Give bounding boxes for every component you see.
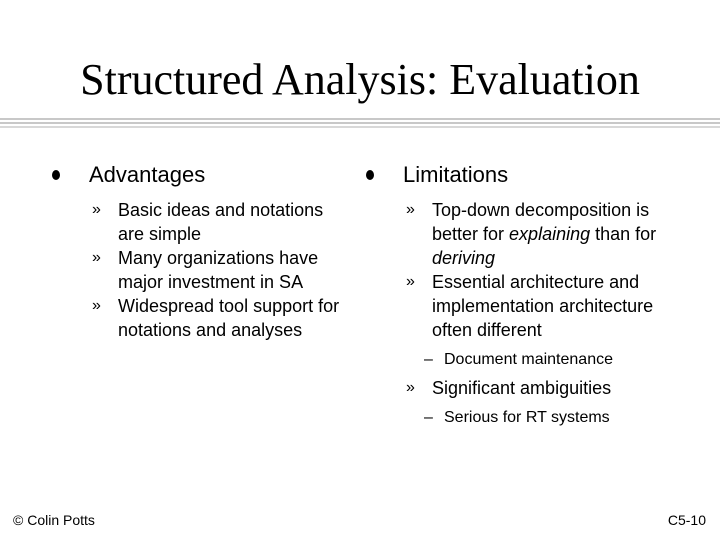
list-item-text: Many organizations have major investment in SA bbox=[118, 248, 319, 292]
chevron-bullet-icon: » bbox=[406, 201, 415, 218]
limitations-column bbox=[366, 160, 696, 434]
sub-list-item bbox=[366, 350, 696, 370]
sub-list-item-text: Serious for RT systems bbox=[444, 409, 610, 426]
list-item-text: Essential architecture and implementation architecture often different bbox=[432, 272, 654, 340]
list-item bbox=[366, 376, 696, 400]
chevron-bullet-icon: » bbox=[406, 273, 415, 290]
list-item-text: Widespread tool support for notations and analyses bbox=[118, 296, 340, 340]
bullet-dot-icon bbox=[52, 170, 60, 180]
list-item-text: Significant ambiguities bbox=[432, 378, 612, 398]
limitations-heading: Limitations bbox=[403, 162, 509, 187]
dash-bullet-icon: – bbox=[424, 351, 433, 368]
bullet-dot-icon bbox=[366, 170, 374, 180]
sub-list-item bbox=[366, 408, 696, 428]
list-item-text: Basic ideas and notations are simple bbox=[118, 200, 324, 244]
emphasis-explaining: explaining bbox=[509, 224, 591, 244]
advantages-heading-row bbox=[52, 160, 352, 190]
chevron-bullet-icon: » bbox=[406, 379, 415, 396]
list-item bbox=[52, 246, 352, 294]
chevron-bullet-icon: » bbox=[92, 249, 101, 266]
list-item bbox=[366, 198, 696, 270]
item-text-prefix: Top-down decomposition is better for bbox=[432, 200, 650, 244]
dash-bullet-icon: – bbox=[424, 409, 433, 426]
item-text-middle: than for bbox=[590, 224, 657, 244]
slide-number: C5-10 bbox=[667, 512, 706, 528]
list-item-text bbox=[432, 200, 656, 268]
sub-list-item-text: Document maintenance bbox=[444, 351, 613, 368]
list-item bbox=[366, 270, 696, 342]
copyright-footer: © Colin Potts bbox=[13, 512, 95, 528]
limitations-heading-row bbox=[366, 160, 696, 190]
list-item bbox=[52, 198, 352, 246]
slide-title: Structured Analysis: Evaluation bbox=[80, 55, 640, 104]
advantages-heading: Advantages bbox=[89, 162, 206, 187]
emphasis-deriving: deriving bbox=[432, 248, 496, 268]
advantages-column bbox=[52, 160, 352, 342]
chevron-bullet-icon: » bbox=[92, 201, 101, 218]
list-item bbox=[52, 294, 352, 342]
chevron-bullet-icon: » bbox=[92, 297, 101, 314]
